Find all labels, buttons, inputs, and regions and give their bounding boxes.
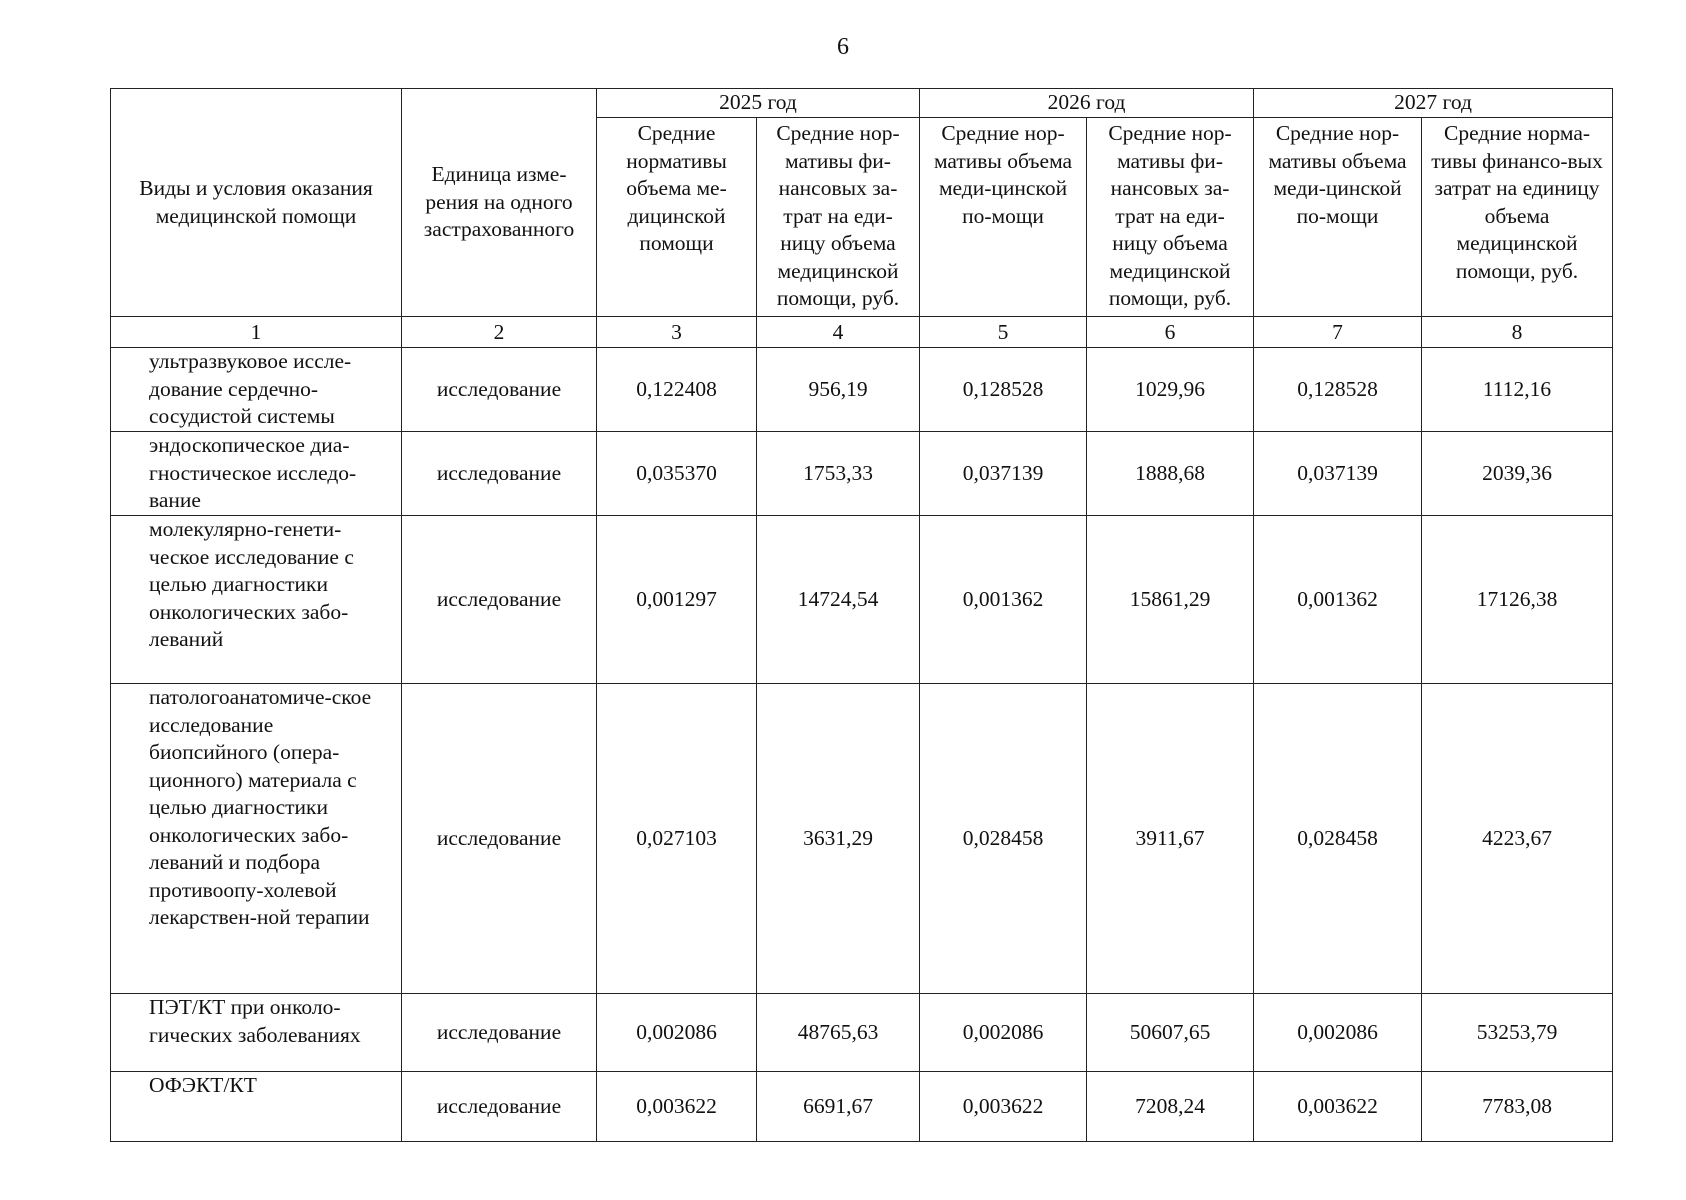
row-name: патологоанатомиче-ское исследование биопсийного (опера-ционного) материала с целью диагностики онкологических забо-леваний и подбора противоопу-холевой лекарствен-ной терапии <box>111 684 402 994</box>
row-volume-2027: 0,001362 <box>1254 516 1422 684</box>
row-cost-2027: 2039,36 <box>1422 432 1613 516</box>
row-volume-2026: 0,037139 <box>920 432 1087 516</box>
table-row <box>111 994 1613 1072</box>
table-row <box>111 432 1613 516</box>
row-volume-2025: 0,027103 <box>597 684 757 994</box>
header-col1: Виды и условия оказания медицинской помощи <box>111 89 402 317</box>
row-volume-2025: 0,002086 <box>597 994 757 1072</box>
row-cost-2026: 7208,24 <box>1087 1072 1254 1142</box>
row-volume-2026: 0,028458 <box>920 684 1087 994</box>
row-name: эндоскопическое диа-гностическое исследо-вание <box>111 432 402 516</box>
row-name: ОФЭКТ/КТ <box>111 1072 402 1142</box>
row-unit: исследование <box>402 516 597 684</box>
table-row <box>111 684 1613 994</box>
row-name: молекулярно-генети-ческое исследование с целью диагностики онкологических забо-леваний <box>111 516 402 684</box>
header-2027-cost: Средние норма-тивы финансо-вых затрат на единицу объема медицинской помощи, руб. <box>1422 118 1613 317</box>
column-number: 7 <box>1254 317 1422 348</box>
page-number: 6 <box>837 34 849 60</box>
row-unit: исследование <box>402 994 597 1072</box>
row-cost-2026: 1888,68 <box>1087 432 1254 516</box>
row-volume-2027: 0,002086 <box>1254 994 1422 1072</box>
row-volume-2027: 0,037139 <box>1254 432 1422 516</box>
header-year-2025: 2025 год <box>597 89 920 118</box>
header-2026-volume: Средние нор-мативы объема меди-цинской по-мощи <box>920 118 1087 317</box>
header-row-years <box>111 89 1613 118</box>
row-cost-2025: 48765,63 <box>757 994 920 1072</box>
row-cost-2027: 7783,08 <box>1422 1072 1613 1142</box>
row-volume-2025: 0,003622 <box>597 1072 757 1142</box>
header-2026-cost: Средние нор-мативы фи-нансовых за-трат на еди-ницу объема медицинской помощи, руб. <box>1087 118 1254 317</box>
table-row <box>111 1072 1613 1142</box>
row-cost-2025: 3631,29 <box>757 684 920 994</box>
row-unit: исследование <box>402 432 597 516</box>
row-cost-2027: 4223,67 <box>1422 684 1613 994</box>
header-year-2027: 2027 год <box>1254 89 1613 118</box>
row-cost-2025: 1753,33 <box>757 432 920 516</box>
column-number: 2 <box>402 317 597 348</box>
header-2025-volume: Средние нормативы объема ме-дицинской помощи <box>597 118 757 317</box>
row-cost-2026: 3911,67 <box>1087 684 1254 994</box>
row-cost-2027: 1112,16 <box>1422 348 1613 432</box>
norms-table <box>110 88 1613 1142</box>
row-unit: исследование <box>402 1072 597 1142</box>
row-cost-2026: 1029,96 <box>1087 348 1254 432</box>
row-volume-2026: 0,003622 <box>920 1072 1087 1142</box>
row-cost-2025: 14724,54 <box>757 516 920 684</box>
header-2027-volume: Средние нор-мативы объема меди-цинской по-мощи <box>1254 118 1422 317</box>
row-cost-2025: 6691,67 <box>757 1072 920 1142</box>
row-volume-2026: 0,128528 <box>920 348 1087 432</box>
table-row <box>111 348 1613 432</box>
column-number: 8 <box>1422 317 1613 348</box>
row-volume-2027: 0,003622 <box>1254 1072 1422 1142</box>
row-volume-2027: 0,028458 <box>1254 684 1422 994</box>
row-volume-2026: 0,002086 <box>920 994 1087 1072</box>
row-volume-2026: 0,001362 <box>920 516 1087 684</box>
row-volume-2027: 0,128528 <box>1254 348 1422 432</box>
row-unit: исследование <box>402 684 597 994</box>
column-number: 6 <box>1087 317 1254 348</box>
column-number: 1 <box>111 317 402 348</box>
header-col2: Единица изме-рения на одного застрахованного <box>402 89 597 317</box>
row-cost-2026: 50607,65 <box>1087 994 1254 1072</box>
row-cost-2025: 956,19 <box>757 348 920 432</box>
column-number: 3 <box>597 317 757 348</box>
row-cost-2026: 15861,29 <box>1087 516 1254 684</box>
header-2025-cost: Средние нор-мативы фи-нансовых за-трат на еди-ницу объема медицинской помощи, руб. <box>757 118 920 317</box>
row-volume-2025: 0,001297 <box>597 516 757 684</box>
row-name: ПЭТ/КТ при онколо-гических заболеваниях <box>111 994 402 1072</box>
table-row <box>111 516 1613 684</box>
header-row-column-numbers <box>111 317 1613 348</box>
row-name: ультразвуковое иссле-дование сердечно-сосудистой системы <box>111 348 402 432</box>
row-unit: исследование <box>402 348 597 432</box>
column-number: 4 <box>757 317 920 348</box>
row-cost-2027: 17126,38 <box>1422 516 1613 684</box>
row-cost-2027: 53253,79 <box>1422 994 1613 1072</box>
column-number: 5 <box>920 317 1087 348</box>
row-volume-2025: 0,035370 <box>597 432 757 516</box>
row-volume-2025: 0,122408 <box>597 348 757 432</box>
header-year-2026: 2026 год <box>920 89 1254 118</box>
